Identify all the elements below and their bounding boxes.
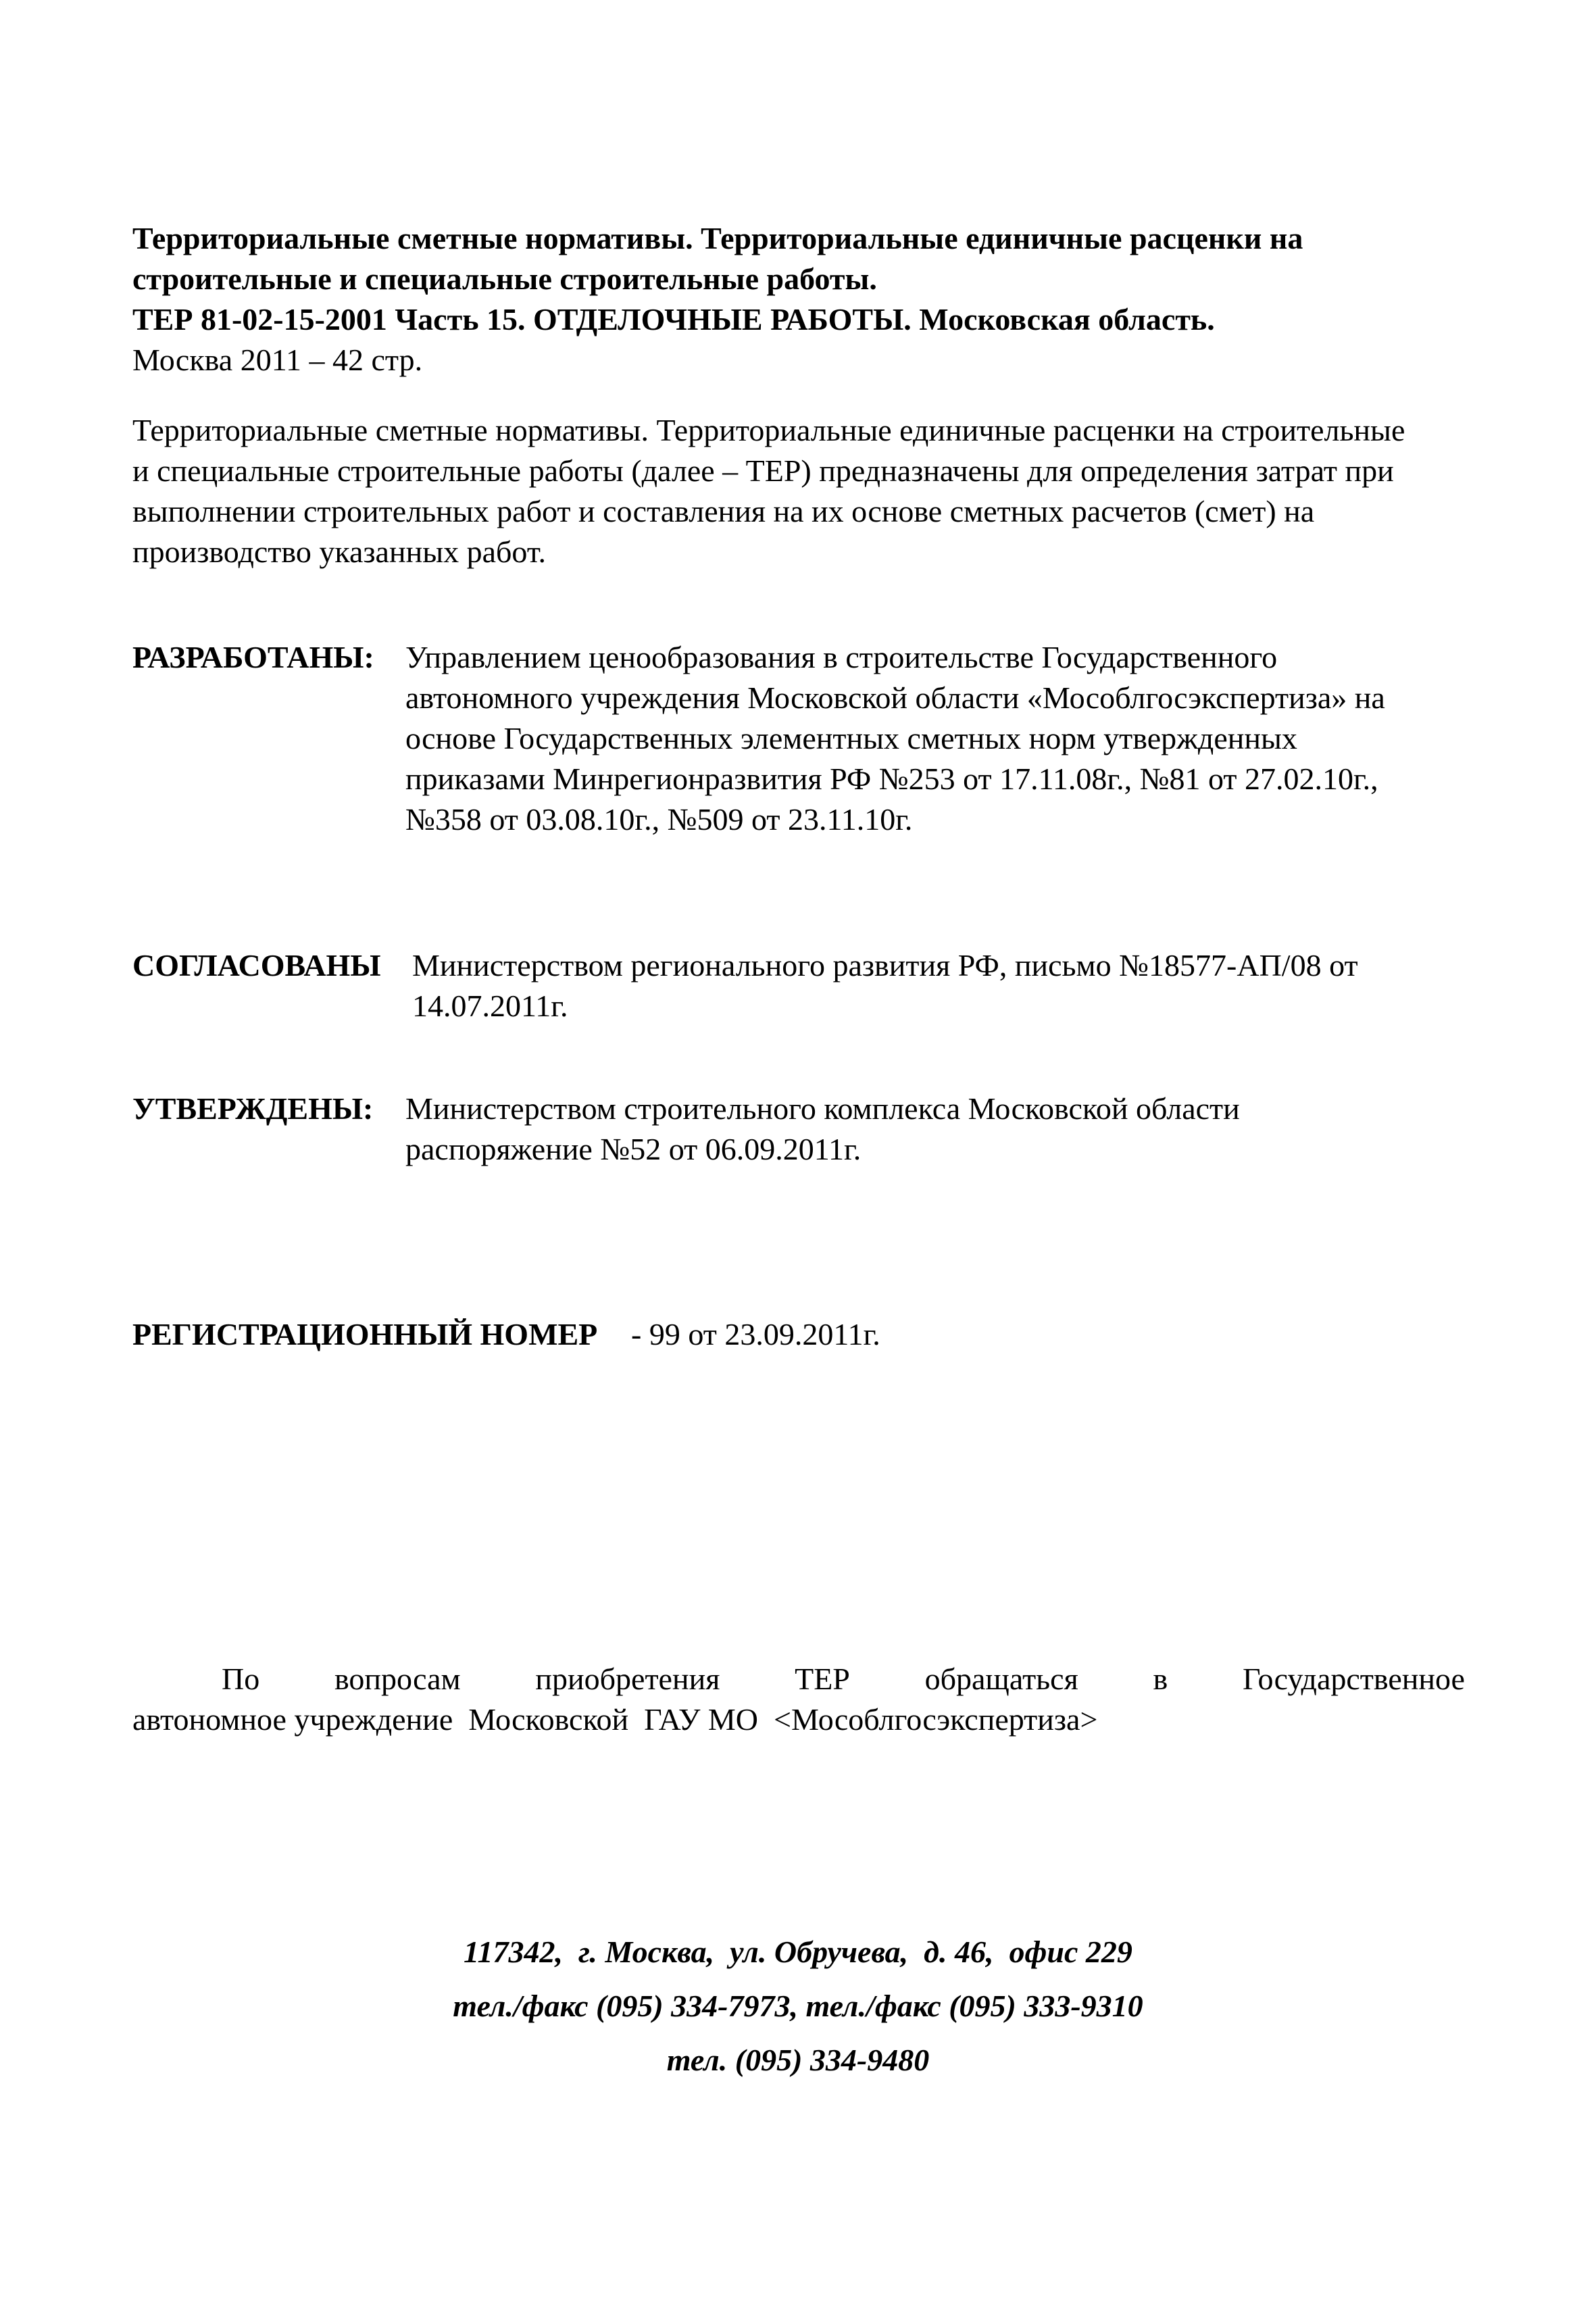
developed-line-1: Управлением ценообразования в строительстве Государственного bbox=[405, 640, 1278, 674]
registration-label: РЕГИСТРАЦИОННЫЙ НОМЕР bbox=[132, 1317, 598, 1351]
purchase-word: приобретения bbox=[535, 1662, 720, 1696]
purchase-word: По bbox=[222, 1662, 260, 1696]
agreed-line-2: 14.07.2011г. bbox=[412, 989, 568, 1023]
registration-value: - 99 от 23.09.2011г. bbox=[631, 1317, 880, 1351]
approved-line-1: Министерством строительного комплекса Московской области bbox=[405, 1091, 1240, 1126]
title-line-3: ТЕР 81-02-15-2001 Часть 15. ОТДЕЛОЧНЫЕ РАБОТЫ. Московская область. bbox=[132, 302, 1215, 337]
developed-label: РАЗРАБОТАНЫ: bbox=[132, 640, 374, 674]
imprint: Москва 2011 – 42 стр. bbox=[132, 343, 423, 377]
purchase-word: обращаться bbox=[924, 1662, 1078, 1696]
purchase-line-2: автономное учреждение Московской ГАУ МО <Мособлгосэкспертиза> bbox=[132, 1702, 1098, 1737]
intro-line-3: выполнении строительных работ и составления на их основе сметных расчетов (смет) на bbox=[132, 494, 1315, 528]
address-line: 117342, г. Москва, ул. Обручева, д. 46, офис 229 bbox=[464, 1935, 1132, 1969]
approved-label: УТВЕРЖДЕНЫ: bbox=[132, 1091, 374, 1126]
purchase-word: вопросам bbox=[334, 1662, 461, 1696]
approved-line-2: распоряжение №52 от 06.09.2011г. bbox=[405, 1132, 862, 1166]
agreed-label: СОГЛАСОВАНЫ bbox=[132, 948, 381, 982]
phone-line: тел. (095) 334-9480 bbox=[666, 2043, 930, 2077]
intro-line-2: и специальные строительные работы (далее – ТЕР) предназначены для определения затрат при bbox=[132, 453, 1394, 488]
phone-fax-line: тел./факс (095) 334-7973, тел./факс (095) 333-9310 bbox=[453, 1989, 1143, 2023]
intro-line-1: Территориальные сметные нормативы. Территориальные единичные расценки на строительные bbox=[132, 413, 1405, 447]
developed-line-5: №358 от 03.08.10г., №509 от 23.11.10г. bbox=[405, 802, 913, 837]
developed-line-3: основе Государственных элементных сметных норм утвержденных bbox=[405, 721, 1297, 755]
purchase-word: Государственное bbox=[1242, 1662, 1465, 1696]
title-line-2: строительные и специальные строительные работы. bbox=[132, 262, 877, 296]
purchase-line-1 bbox=[222, 1658, 1465, 1700]
developed-line-4: приказами Минрегионразвития РФ №253 от 17.11.08г., №81 от 27.02.10г., bbox=[405, 762, 1378, 796]
title-line-1: Территориальные сметные нормативы. Территориальные единичные расценки на bbox=[132, 221, 1303, 255]
purchase-word: ТЕР bbox=[795, 1662, 850, 1696]
developed-line-2: автономного учреждения Московской области «Мособлгосэкспертиза» на bbox=[405, 680, 1385, 715]
purchase-word: в bbox=[1153, 1662, 1168, 1696]
agreed-line-1: Министерством регионального развития РФ, письмо №18577-АП/08 от bbox=[412, 948, 1358, 982]
intro-line-4: производство указанных работ. bbox=[132, 534, 546, 569]
